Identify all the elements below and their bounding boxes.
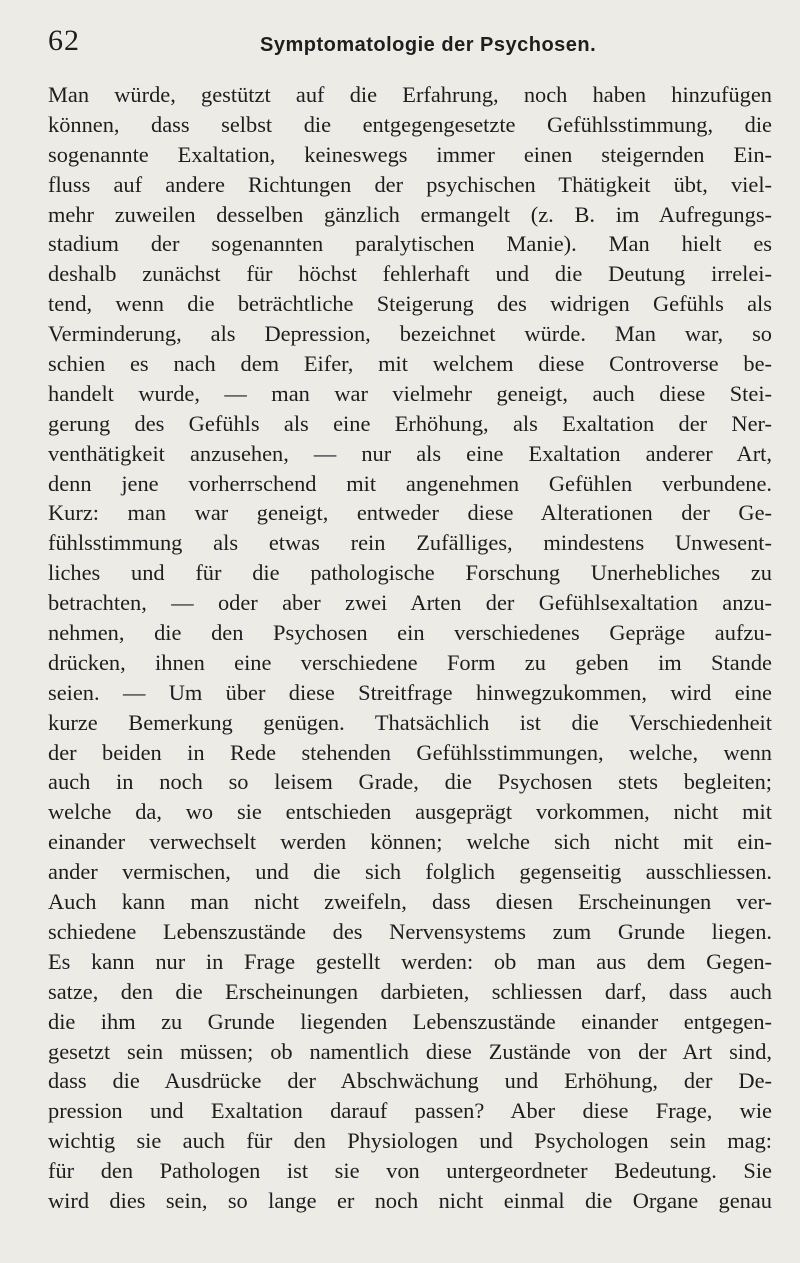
text-line: gerung des Gefühls als eine Erhöhung, als Exaltation der Ner- [48, 410, 772, 436]
text-line: tend, wenn die beträchtliche Steigerung des widrigen Gefühls als [48, 291, 772, 317]
text-line: nehmen, die den Psychosen ein verschiedenes Gepräge aufzu- [48, 620, 772, 646]
text-line: auch in noch so leisem Grade, die Psychosen stets begleiten; [48, 769, 772, 795]
text-line: Man würde, gestützt auf die Erfahrung, noch haben hinzufügen [48, 82, 772, 107]
text-line: können, dass selbst die entgegengesetzte Gefühlsstimmung, die [48, 111, 772, 137]
text-line: Es kann nur in Frage gestellt werden: ob man aus dem Gegen- [48, 948, 772, 974]
text-line: denn jene vorherrschend mit angenehmen Gefühlen verbundene. [48, 470, 772, 496]
text-line: liches und für die pathologische Forschung Unerhebliches zu [48, 560, 772, 586]
text-line: Verminderung, als Depression, bezeichnet würde. Man war, so [48, 321, 772, 347]
text-line: venthätigkeit anzusehen, — nur als eine Exaltation anderer Art, [48, 440, 772, 466]
text-line: wird dies sein, so lange er noch nicht einmal die Organe genau [48, 1187, 772, 1213]
text-line: für den Pathologen ist sie von untergeordneter Bedeutung. Sie [48, 1158, 772, 1184]
body-paragraph [48, 80, 772, 1216]
page-header [48, 22, 768, 62]
text-line: einander verwechselt werden können; welche sich nicht mit ein- [48, 829, 772, 855]
text-line: die ihm zu Grunde liegenden Lebenszustände einander entgegen- [48, 1008, 772, 1034]
text-line: deshalb zunächst für höchst fehlerhaft und die Deutung irrelei- [48, 261, 772, 287]
text-line: wichtig sie auch für den Physiologen und Psychologen sein mag: [48, 1128, 772, 1154]
text-line: pression und Exaltation darauf passen? Aber diese Frage, wie [48, 1098, 772, 1124]
text-line: ander vermischen, und die sich folglich gegenseitig ausschliessen. [48, 859, 772, 885]
page-number: 62 [48, 24, 80, 57]
text-line: der beiden in Rede stehenden Gefühlsstimmungen, welche, wenn [48, 739, 772, 765]
text-line: schiedene Lebenszustände des Nervensystems zum Grunde liegen. [48, 918, 772, 944]
text-line: fluss auf andere Richtungen der psychischen Thätigkeit übt, viel- [48, 171, 772, 197]
text-line: Auch kann man nicht zweifeln, dass diesen Erscheinungen ver- [48, 889, 772, 915]
text-line: betrachten, — oder aber zwei Arten der Gefühlsexaltation anzu- [48, 590, 772, 616]
text-line: dass die Ausdrücke der Abschwächung und Erhöhung, der De- [48, 1068, 772, 1094]
text-line: welche da, wo sie entschieden ausgeprägt vorkommen, nicht mit [48, 799, 772, 825]
text-line: gesetzt sein müssen; ob namentlich diese Zustände von der Art sind, [48, 1038, 772, 1064]
text-line: fühlsstimmung als etwas rein Zufälliges, mindestens Unwesent- [48, 530, 772, 556]
text-line: kurze Bemerkung genügen. Thatsächlich ist die Verschiedenheit [48, 709, 772, 735]
text-line: drücken, ihnen eine verschiedene Form zu geben im Stande [48, 649, 772, 675]
text-line: handelt wurde, — man war vielmehr geneigt, auch diese Stei- [48, 380, 772, 406]
text-line: seien. — Um über diese Streitfrage hinwegzukommen, wird eine [48, 679, 772, 705]
text-line: stadium der sogenannten paralytischen Manie). Man hielt es [48, 231, 772, 257]
text-line: schien es nach dem Eifer, mit welchem diese Controverse be- [48, 351, 772, 377]
text-line: sogenannte Exaltation, keineswegs immer einen steigernden Ein- [48, 141, 772, 167]
running-title: Symptomatologie der Psychosen. [260, 34, 597, 56]
text-line: mehr zuweilen desselben gänzlich ermangelt (z. B. im Aufregungs- [48, 201, 772, 227]
text-line: satze, den die Erscheinungen darbieten, schliessen darf, dass auch [48, 978, 772, 1004]
text-line: Kurz: man war geneigt, entweder diese Alterationen der Ge- [48, 500, 772, 526]
